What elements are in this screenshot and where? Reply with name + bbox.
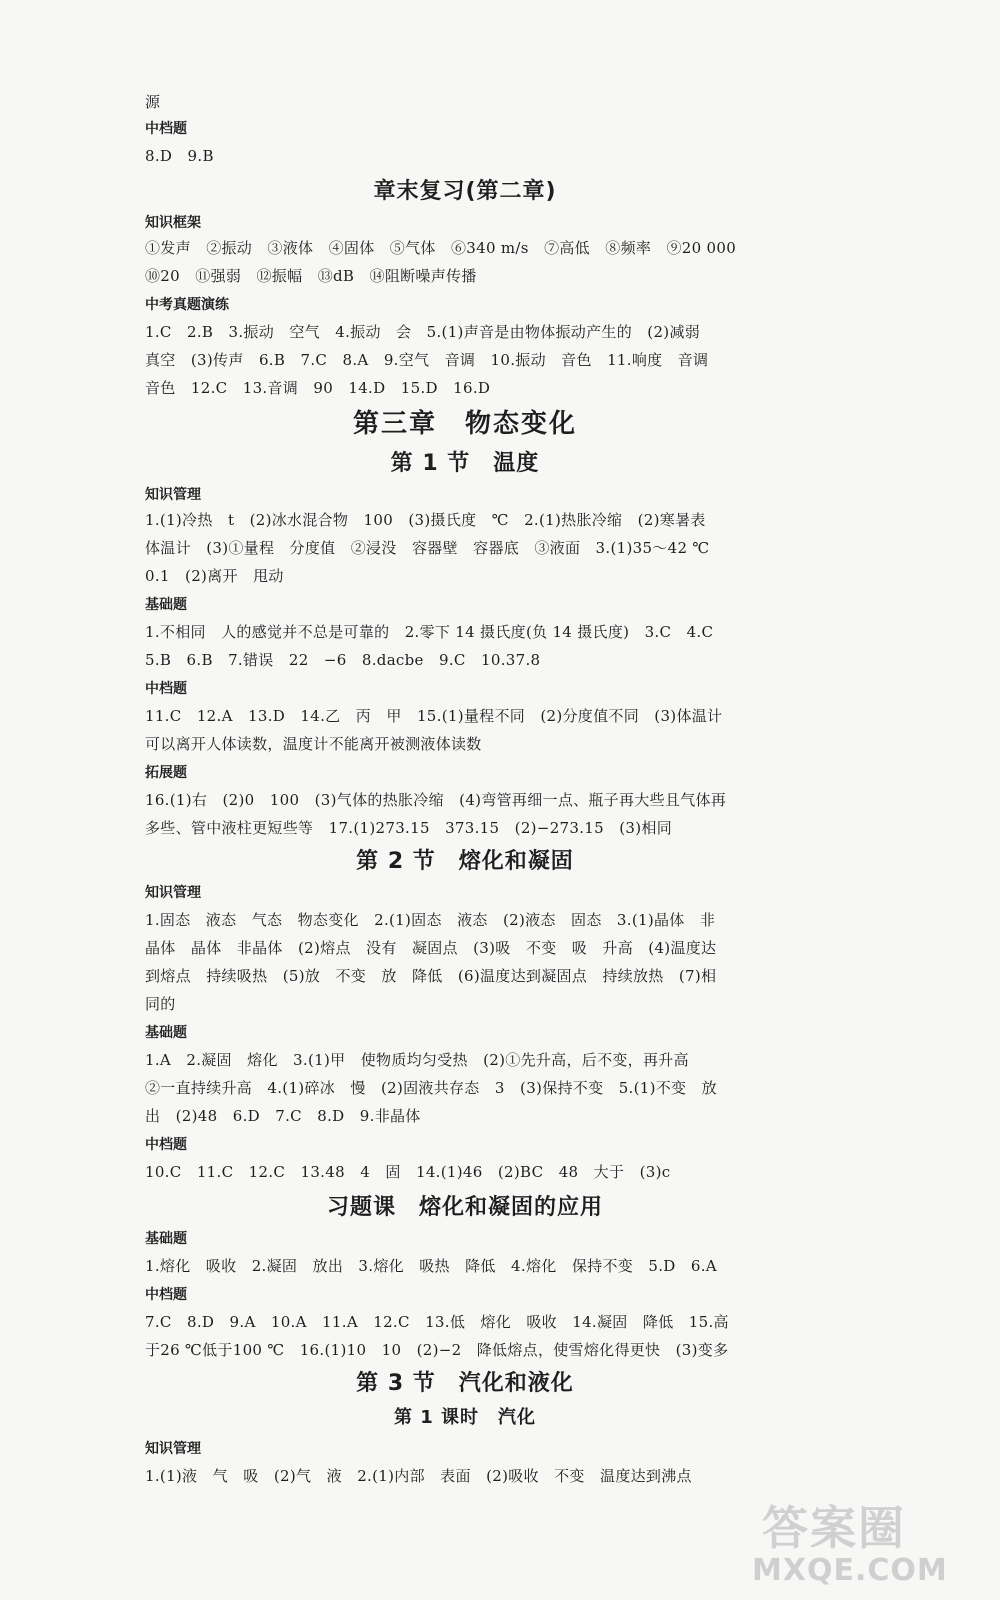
lesson-heading: 第 1 课时 汽化 (393, 1407, 537, 1428)
answer-line: 1.固态 液态 气态 物态变化 2.(1)固态 液态 (2)液态 固态 3.(1)晶体 非 (145, 911, 716, 929)
question-level-label: 基础题 (145, 597, 187, 613)
answer-line: 音色 12.C 13.音调 90 14.D 15.D 16.D (145, 379, 491, 397)
question-level-label: 中档题 (145, 121, 187, 137)
answer-line: 可以离开人体读数，温度计不能离开被测液体读数 (145, 735, 482, 753)
answer-line: 0.1 (2)离开 甩动 (145, 567, 284, 585)
question-level-label: 中档题 (145, 681, 187, 697)
watermark-url: MXQE.COM (752, 1553, 948, 1588)
answer-line: 真空 (3)传声 6.B 7.C 8.A 9.空气 音调 10.振动 音色 11.响度 音调 (145, 351, 709, 369)
answer-line: 出 (2)48 6.D 7.C 8.D 9.非晶体 (145, 1107, 421, 1125)
section-heading: 第 1 节 温度 (390, 451, 540, 476)
answer-line: 5.B 6.B 7.错误 22 −6 8.dacbe 9.C 10.37.8 (145, 651, 541, 669)
answer-line: ⑩20 ⑪强弱 ⑫振幅 ⑬dB ⑭阻断噪声传播 (145, 267, 477, 285)
answer-line: 于26 ℃低于100 ℃ 16.(1)10 10 (2)−2 降低熔点，使雪熔化得更快 (3)变多 (145, 1341, 729, 1359)
question-level-label: 基础题 (145, 1025, 187, 1041)
section-heading: 习题课 熔化和凝固的应用 (326, 1195, 603, 1220)
subsection-label: 知识管理 (145, 487, 201, 503)
answer-line: 同的 (145, 995, 176, 1013)
answer-line: 到熔点 持续吸热 (5)放 不变 放 降低 (6)温度达到凝固点 持续放热 (7)相 (145, 967, 717, 985)
answer-line: 1.不相同 人的感觉并不总是可靠的 2.零下 14 摄氏度(负 14 摄氏度) 3.C 4.C (145, 623, 714, 641)
watermark-logo-text: 答案圈 (762, 1501, 906, 1555)
answer-line: 1.C 2.B 3.振动 空气 4.振动 会 5.(1)声音是由物体振动产生的 (2)减弱 (145, 323, 701, 341)
question-level-label: 基础题 (145, 1231, 187, 1247)
section-heading: 第 3 节 汽化和液化 (356, 1371, 574, 1396)
answer-line: 多些、管中液柱更短些等 17.(1)273.15 373.15 (2)−273.15 (3)相同 (145, 819, 673, 837)
chapter-heading: 第三章 物态变化 (352, 409, 577, 439)
section-heading: 第 2 节 熔化和凝固 (356, 849, 574, 874)
question-level-label: 中档题 (145, 1137, 187, 1153)
subsection-label: 中考真题演练 (145, 297, 229, 313)
answer-line: 体温计 (3)①量程 分度值 ②浸没 容器壁 容器底 ③液面 3.(1)35～42 ℃ (145, 539, 710, 557)
answer-line: 11.C 12.A 13.D 14.乙 丙 甲 15.(1)量程不同 (2)分度值不同 (3)体温计 (145, 707, 723, 725)
answer-line: 7.C 8.D 9.A 10.A 11.A 12.C 13.低 熔化 吸收 14.凝固 降低 15.高 (145, 1313, 729, 1331)
answer-line: 1.熔化 吸收 2.凝固 放出 3.熔化 吸热 降低 4.熔化 保持不变 5.D 6.A (145, 1257, 717, 1275)
answer-line: 晶体 晶体 非晶体 (2)熔点 没有 凝固点 (3)吸 不变 吸 升高 (4)温度达 (145, 939, 717, 957)
section-heading: 章末复习(第二章) (373, 179, 557, 204)
answer-line: 8.D 9.B (145, 147, 214, 165)
answer-line: 1.A 2.凝固 熔化 3.(1)甲 使物质均匀受热 (2)①先升高，后不变，再升高 (145, 1051, 689, 1069)
answer-line: 10.C 11.C 12.C 13.48 4 固 14.(1)46 (2)BC 48 大于 (3)c (145, 1163, 671, 1181)
subsection-label: 知识框架 (145, 215, 201, 231)
site-watermark (752, 1502, 972, 1592)
text-line: 源 (145, 93, 161, 111)
answer-line: 16.(1)右 (2)0 100 (3)气体的热胀冷缩 (4)弯管再细一点、瓶子再大些且气体再 (145, 791, 727, 809)
subsection-label: 知识管理 (145, 885, 201, 901)
answer-line: ①发声 ②振动 ③液体 ④固体 ⑤气体 ⑥340 m/s ⑦高低 ⑧频率 ⑨20 000 (145, 239, 737, 257)
answer-line: ②一直持续升高 4.(1)碎冰 慢 (2)固液共存态 3 (3)保持不变 5.(1)不变 放 (145, 1079, 717, 1097)
question-level-label: 中档题 (145, 1287, 187, 1303)
answer-line: 1.(1)液 气 吸 (2)气 液 2.(1)内部 表面 (2)吸收 不变 温度达到沸点 (145, 1467, 692, 1485)
answer-line: 1.(1)冷热 t (2)冰水混合物 100 (3)摄氏度 ℃ 2.(1)热胀冷缩 (2)寒暑表 (145, 511, 706, 529)
subsection-label: 知识管理 (145, 1441, 201, 1457)
question-level-label: 拓展题 (145, 765, 187, 781)
